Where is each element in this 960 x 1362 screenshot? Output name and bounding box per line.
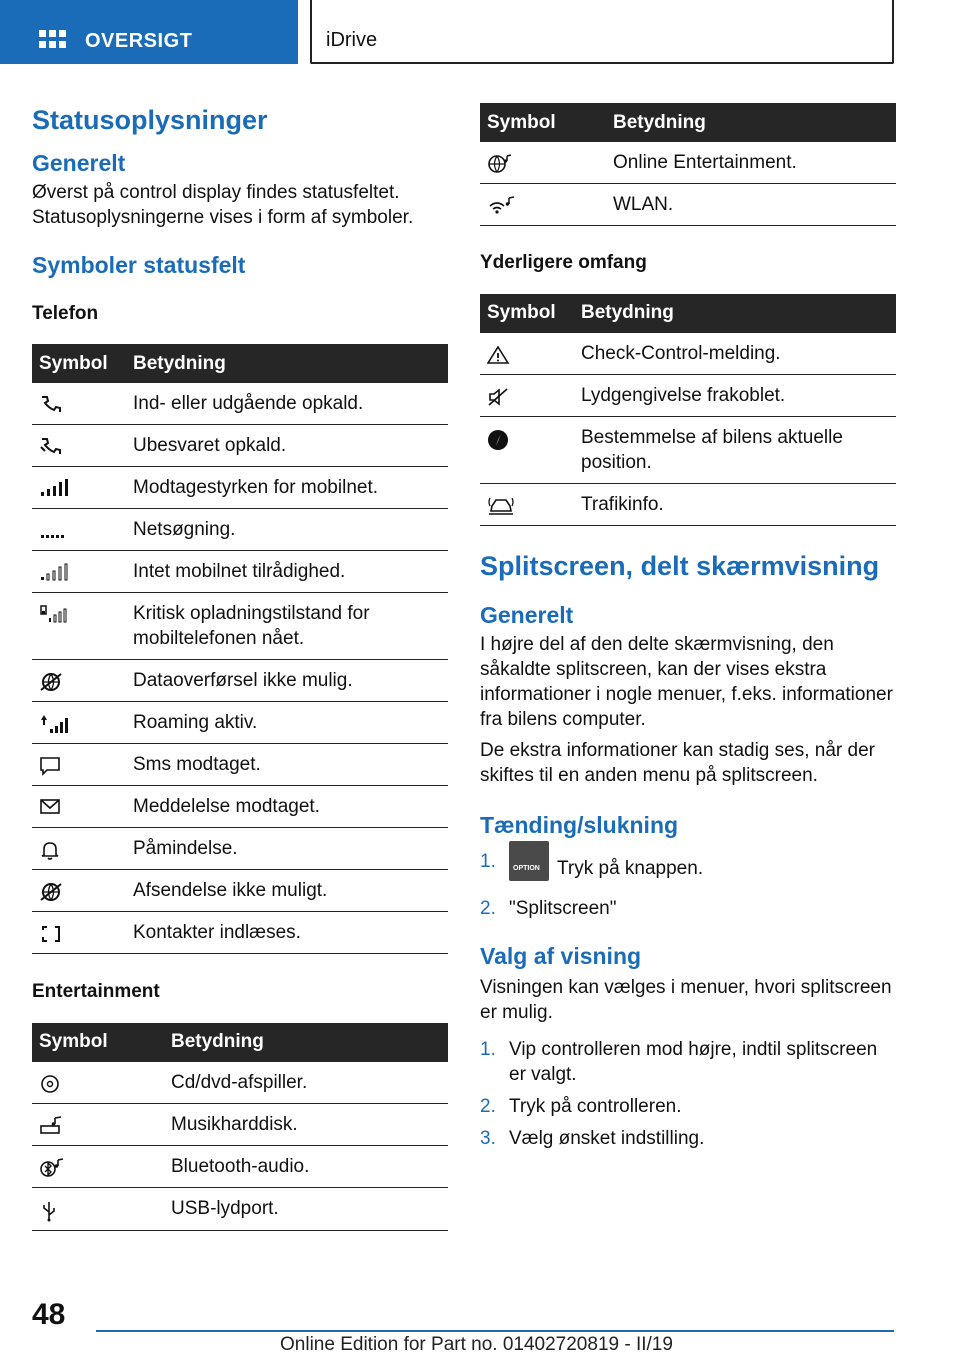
symbols-heading: Symboler statusfelt [32, 251, 246, 278]
hard-disk-music-icon [39, 1116, 65, 1136]
table-row [32, 912, 448, 954]
row-text: Roaming aktiv. [126, 702, 448, 744]
table-row [32, 1187, 448, 1230]
footer-edition: Online Edition for Part no. 01402720819 - II/19 [280, 1334, 673, 1355]
warning-icon [487, 345, 511, 365]
telefon-heading: Telefon [32, 302, 99, 324]
row-text: Bluetooth-audio. [164, 1145, 448, 1187]
step-text: Tryk på knappen. [557, 858, 704, 880]
table-row [32, 1103, 448, 1145]
sms-icon [39, 756, 63, 776]
row-text: Musikharddisk. [164, 1103, 448, 1145]
step-text: "Splitscreen" [509, 898, 617, 920]
split-general-heading: Generelt [480, 602, 574, 629]
row-text: Påmindelse. [126, 828, 448, 870]
col-symbol-header: Symbol [32, 1023, 164, 1062]
step-number: 3. [480, 1127, 496, 1149]
entertainment-heading: Entertainment [32, 981, 160, 1003]
row-text: Ubesvaret opkald. [126, 425, 448, 467]
view-text: Visningen kan vælges i menuer, hvori splitscreen er mulig. [480, 976, 892, 1023]
online-entertainment-icon [487, 154, 513, 174]
section-title: Statusoplysninger [32, 105, 268, 135]
row-text: Kontakter indlæses. [126, 912, 448, 954]
missed-call-icon [39, 437, 63, 455]
col-meaning-header: Betydning [126, 344, 448, 383]
breadcrumb-label: iDrive [326, 29, 378, 51]
list-item [480, 849, 896, 889]
online-table [480, 103, 896, 226]
row-text: Trafikinfo. [574, 483, 896, 525]
overview-tab-label: OVERSIGT [85, 30, 193, 52]
wlan-icon [487, 196, 517, 216]
table-row [480, 374, 896, 416]
left-column [32, 96, 448, 1231]
send-disabled-icon [39, 882, 65, 902]
signal-strength-icon [39, 479, 69, 497]
telefon-table [32, 344, 448, 954]
list-item [480, 1037, 896, 1087]
position-icon [487, 429, 511, 451]
table-row [32, 383, 448, 425]
table-row [480, 333, 896, 375]
row-text: USB-lydport. [164, 1187, 448, 1230]
row-text: Modtagestyrken for mobilnet. [126, 467, 448, 509]
disc-icon [39, 1074, 63, 1094]
row-text: WLAN. [606, 184, 896, 226]
table-row [480, 483, 896, 525]
table-row [480, 142, 896, 184]
table-row [480, 416, 896, 483]
bell-icon [39, 840, 63, 860]
row-text: Cd/dvd-afspiller. [164, 1062, 448, 1104]
split-text-2: De ekstra informationer kan stadig ses, når der skiftes til en anden menu på splitscreen. [480, 739, 875, 786]
traffic-info-icon [487, 496, 517, 516]
battery-critical-icon [39, 605, 69, 623]
table-row [32, 467, 448, 509]
overview-tab[interactable] [0, 0, 298, 64]
footer-divider [96, 1330, 894, 1332]
col-meaning-header: Betydning [606, 103, 896, 142]
option-button-icon: OPTION [509, 841, 549, 881]
general-text: Øverst på control display findes statusfeltet. Statusoplysningerne vises i form af symboler. [32, 181, 414, 228]
mute-icon [487, 387, 511, 407]
row-text: Kritisk opladningstilstand for mobiltelefonen nået. [126, 593, 448, 660]
col-symbol-header: Symbol [480, 294, 574, 333]
row-text: Intet mobilnet tilrådighed. [126, 551, 448, 593]
breadcrumb[interactable] [310, 0, 894, 64]
table-row [32, 593, 448, 660]
table-row [32, 702, 448, 744]
mail-icon [39, 798, 63, 816]
right-column [480, 103, 896, 1158]
row-text: Online Entertainment. [606, 142, 896, 184]
row-text: Afsendelse ikke muligt. [126, 870, 448, 912]
split-text-1: I højre del af den delte skærmvisning, den såkaldte splitscreen, kan der vises ekstra informationer i nogle menuer, f.eks. informationer fra bilens computer. [480, 633, 893, 730]
table-row [32, 509, 448, 551]
table-row [32, 870, 448, 912]
grid-icon [39, 30, 67, 52]
network-search-icon [39, 521, 69, 539]
data-disabled-icon [39, 672, 65, 692]
page-number: 48 [32, 1298, 66, 1331]
general-heading: Generelt [32, 150, 126, 177]
list-item [480, 896, 896, 921]
step-number: 1. [480, 1038, 496, 1060]
table-row [32, 1145, 448, 1187]
row-text: Check-Control-melding. [574, 333, 896, 375]
list-item [480, 1126, 896, 1151]
row-text: Netsøgning. [126, 509, 448, 551]
step-number: 2. [480, 898, 496, 920]
roaming-icon [39, 714, 69, 734]
row-text: Meddelelse modtaget. [126, 786, 448, 828]
entertainment-table [32, 1023, 448, 1231]
row-text: Bestemmelse af bilens aktuelle position. [574, 416, 896, 483]
onoff-heading: Tænding/slukning [480, 811, 679, 838]
step-number: 2. [480, 1095, 496, 1117]
view-steps [480, 1037, 896, 1151]
table-row [32, 744, 448, 786]
view-heading: Valg af visning [480, 943, 642, 970]
list-item [480, 1094, 896, 1119]
col-meaning-header: Betydning [574, 294, 896, 333]
row-text: Ind- eller udgående opkald. [126, 383, 448, 425]
step-text: Vælg ønsket indstilling. [509, 1127, 705, 1149]
step-text: Vip controlleren mod højre, indtil splitscreen er valgt. [509, 1038, 878, 1085]
table-row [32, 551, 448, 593]
splitscreen-title: Splitscreen, delt skærmvisning [480, 550, 880, 581]
no-network-icon [39, 563, 69, 581]
table-row [32, 425, 448, 467]
table-row [480, 184, 896, 226]
row-text: Lydgengivelse frakoblet. [574, 374, 896, 416]
phone-call-icon [39, 395, 63, 413]
contacts-loading-icon [39, 924, 63, 944]
table-row [32, 1062, 448, 1104]
usb-icon [39, 1200, 59, 1222]
row-text: Sms modtaget. [126, 744, 448, 786]
onoff-steps [480, 849, 896, 921]
col-meaning-header: Betydning [164, 1023, 448, 1062]
bluetooth-audio-icon [39, 1158, 65, 1178]
table-row [32, 828, 448, 870]
col-symbol-header: Symbol [480, 103, 606, 142]
table-row [32, 660, 448, 702]
col-symbol-header: Symbol [32, 344, 126, 383]
step-number: 1. [480, 851, 496, 873]
step-text: Tryk på controlleren. [509, 1095, 682, 1117]
row-text: Dataoverførsel ikke mulig. [126, 660, 448, 702]
table-row [32, 786, 448, 828]
extra-heading: Yderligere omfang [480, 252, 647, 273]
extra-table [480, 294, 896, 526]
